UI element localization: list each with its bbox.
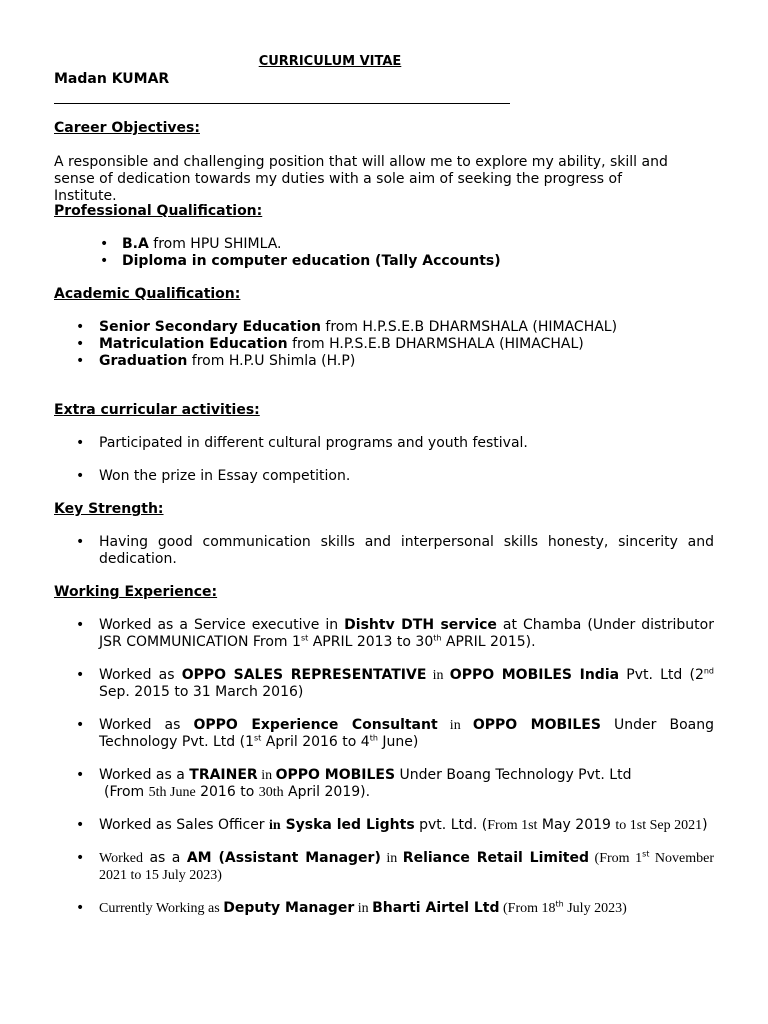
text-run: From 1st xyxy=(487,818,538,833)
text-run: Worked xyxy=(99,851,143,866)
document-title: CURRICULUM VITAE xyxy=(258,54,402,69)
text-run: June) xyxy=(377,734,419,750)
text-run: as a xyxy=(142,850,187,866)
ordinal-suffix: st xyxy=(642,849,650,859)
qualification-name: Diploma in computer education (Tally Accounts) xyxy=(122,253,501,269)
experience-item xyxy=(99,667,714,701)
experience-item xyxy=(99,717,714,751)
key-strength-heading: Key Strength: xyxy=(54,501,164,517)
text-run: in xyxy=(269,818,281,833)
text-run: November 2021 to 15 July 2023) xyxy=(99,851,714,883)
professional-qualification-list xyxy=(122,236,682,270)
text-run: 5th June xyxy=(148,785,196,800)
text-run: July 2023) xyxy=(563,901,627,916)
text-run: Under Boang Technology Pvt. Ltd xyxy=(395,767,632,783)
qualification-detail: from H.P.S.E.B DHARMSHALA (HIMACHAL) xyxy=(320,319,618,335)
experience-item xyxy=(99,900,714,917)
role-name: Deputy Manager xyxy=(223,900,355,916)
company-name: OPPO MOBILES xyxy=(275,767,396,783)
text-run: in xyxy=(426,668,450,683)
academic-qualification-heading: Academic Qualification: xyxy=(54,286,241,302)
list-item xyxy=(99,336,714,353)
qualification-detail: from HPU SHIMLA. xyxy=(148,236,282,252)
text-run: Worked as xyxy=(99,717,194,733)
text-run: APRIL 2015). xyxy=(441,634,536,650)
text-run: Currently Working as xyxy=(99,901,224,916)
experience-item xyxy=(99,817,714,834)
list-item: • Participated in different cultural programs and youth festival. xyxy=(99,435,714,452)
text-run: (From 1 xyxy=(589,851,643,866)
key-strength-list xyxy=(99,534,714,568)
text-run: Worked as a Service executive in xyxy=(99,617,345,633)
qualification-name: Senior Secondary Education xyxy=(99,319,321,335)
text-run: in xyxy=(437,718,473,733)
text-run: Worked as a xyxy=(99,767,190,783)
text-run: APRIL 2013 to 30 xyxy=(308,634,434,650)
extra-curricular-heading: Extra curricular activities: xyxy=(54,402,260,418)
text-run: Pvt. Ltd (2 xyxy=(619,667,704,683)
text-run: (From xyxy=(104,784,149,800)
qualification-name: Graduation xyxy=(99,353,188,369)
experience-item xyxy=(99,850,714,884)
list-item xyxy=(122,236,682,253)
experience-item xyxy=(99,617,714,651)
ordinal-suffix: nd xyxy=(703,666,715,676)
text-run: to 1st Sep 2021 xyxy=(615,818,703,833)
company-name: OPPO MOBILES India xyxy=(449,667,620,683)
career-objectives-heading: Career Objectives: xyxy=(54,120,200,136)
extra-curricular-list xyxy=(99,435,714,485)
qualification-name: B.A xyxy=(122,236,149,252)
text-run: Worked as xyxy=(99,667,182,683)
qualification-detail: from H.P.U Shimla (H.P) xyxy=(187,353,356,369)
list-item xyxy=(99,353,714,370)
company-name: Dishtv DTH service xyxy=(344,617,497,633)
company-name: OPPO MOBILES xyxy=(472,717,601,733)
list-item xyxy=(99,319,714,336)
working-experience-heading: Working Experience: xyxy=(54,584,218,600)
text-run: April 2016 to 4 xyxy=(261,734,370,750)
text-run: 2016 to xyxy=(195,784,259,800)
text-run: Under Boang Technology Pvt. Ltd (1 xyxy=(99,717,715,750)
divider-line xyxy=(54,103,510,104)
candidate-name: Madan KUMAR xyxy=(54,71,170,87)
career-objectives-text: A responsible and challenging position that will allow me to explore my ability, skill and sense of dedication towards my duties with a sole aim of seeking the progress of Institute. xyxy=(54,154,668,204)
list-item: • Won the prize in Essay competition. xyxy=(99,468,714,485)
ordinal-suffix: st xyxy=(253,733,262,743)
role-name: AM (Assistant Manager) xyxy=(186,850,381,866)
working-experience-list xyxy=(99,617,714,933)
role-name: OPPO SALES REPRESENTATIVE xyxy=(181,667,427,683)
text-run: in xyxy=(380,851,403,866)
company-name: Bharti Airtel Ltd xyxy=(372,900,500,916)
academic-qualification-list xyxy=(99,319,714,370)
text-run: (From 18 xyxy=(499,901,556,916)
list-item: • Having good communication skills and interpersonal skills honesty, sincerity and dedication. xyxy=(99,534,714,568)
text-run: pvt. Ltd. ( xyxy=(414,817,488,833)
qualification-name: Matriculation Education xyxy=(99,336,288,352)
text-run: at Chamba (Under distributor JSR COMMUNICATION From 1 xyxy=(99,617,714,650)
text-run: May 2019 xyxy=(537,817,616,833)
text-run: April 2019). xyxy=(283,784,371,800)
text-run: in xyxy=(354,901,373,916)
professional-qualification-heading: Professional Qualification: xyxy=(54,203,263,219)
text-run: 30th xyxy=(258,785,284,800)
text-run: in xyxy=(257,768,276,783)
text-run: Worked as Sales Officer xyxy=(99,817,270,833)
role-name: OPPO Experience Consultant xyxy=(193,717,438,733)
company-name: Syska led Lights xyxy=(280,817,415,833)
ordinal-suffix: th xyxy=(433,633,442,643)
list-item xyxy=(122,253,682,270)
company-name: Reliance Retail Limited xyxy=(402,850,590,866)
role-name: TRAINER xyxy=(189,767,258,783)
qualification-detail: from H.P.S.E.B DHARMSHALA (HIMACHAL) xyxy=(287,336,584,352)
ordinal-suffix: th xyxy=(369,733,378,743)
ordinal-suffix: th xyxy=(555,899,564,909)
ordinal-suffix: st xyxy=(300,633,309,643)
text-run: ) xyxy=(702,817,708,833)
experience-item xyxy=(99,767,714,801)
text-run: Sep. 2015 to 31 March 2016) xyxy=(99,684,304,700)
